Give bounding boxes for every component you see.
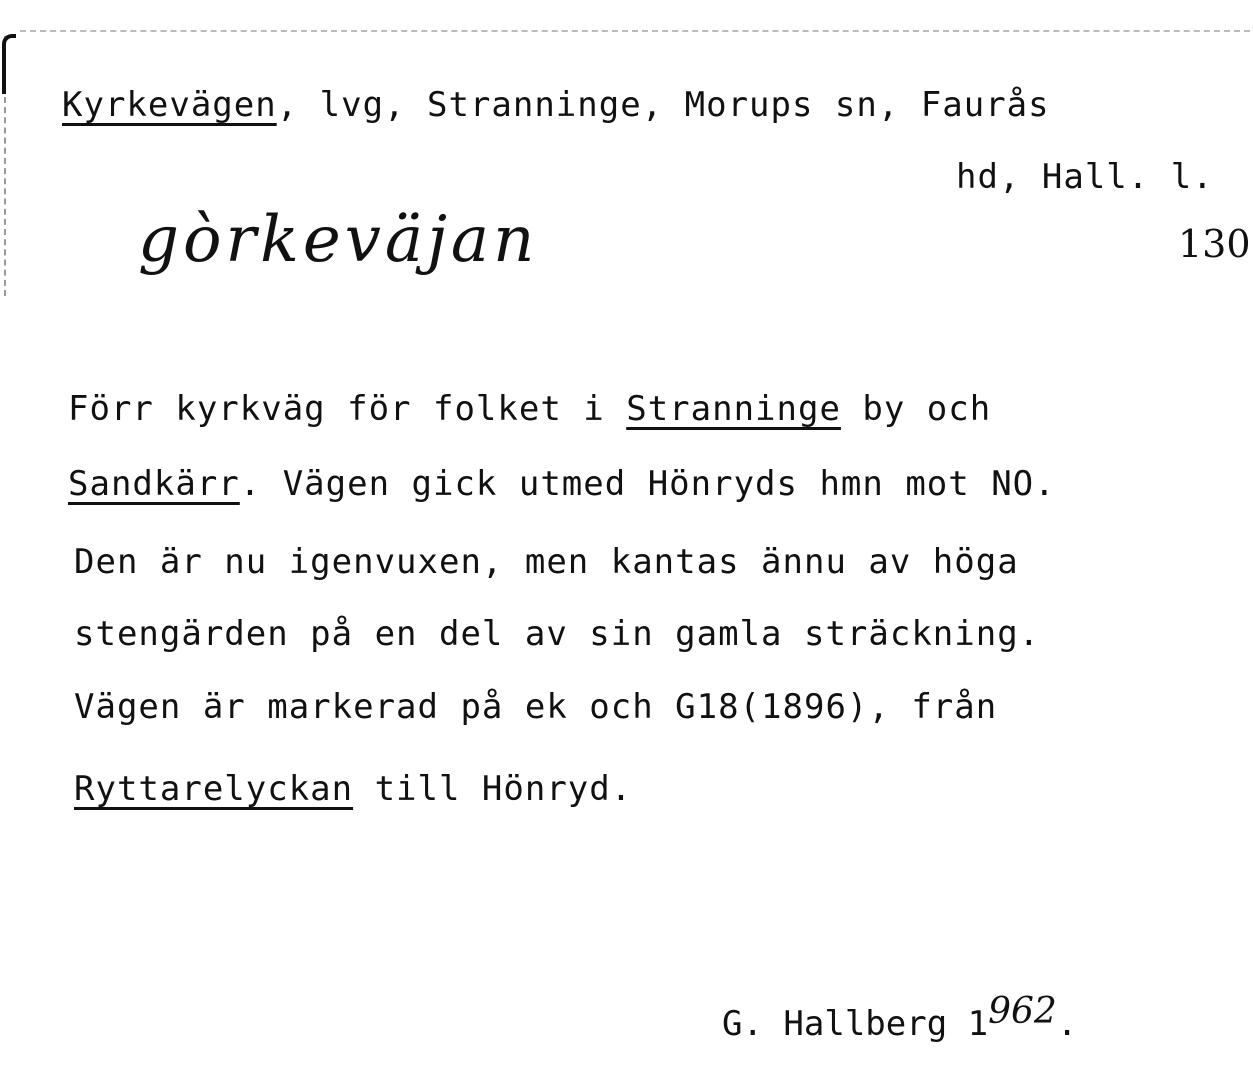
- body-text: Förr kyrkväg för folket i: [68, 389, 627, 429]
- place-ryttarelyckan: Ryttarelyckan: [74, 769, 354, 809]
- body-text: till Hönryd.: [353, 769, 633, 809]
- body-text: . Vägen gick utmed Hönryds hmn mot NO.: [239, 464, 1056, 504]
- card-number: 130: [1178, 222, 1251, 266]
- place-details: , lvg, Stranninge, Morups sn, Faurås: [276, 85, 1050, 125]
- body-line-4: stengärden på en del av sin gamla sträckning.: [74, 614, 1041, 654]
- village-stranninge: Stranninge: [626, 389, 841, 429]
- signature-end: .: [1056, 1004, 1078, 1044]
- header-line-1: [62, 85, 1050, 125]
- body-line-5: Vägen är markerad på ek och G18(1896), från: [74, 687, 998, 727]
- card-top-edge: [20, 30, 1250, 32]
- body-line-3: Den är nu igenvuxen, men kantas ännu av höga: [74, 542, 1019, 582]
- corner-mark: [2, 34, 16, 94]
- phonetic-transcription: gòrkeväjan: [138, 203, 539, 277]
- body-line-6: [74, 769, 633, 809]
- body-text: by och: [840, 389, 992, 429]
- author-name: G. Hallberg 1: [722, 1004, 989, 1044]
- body-line-1: [68, 389, 992, 429]
- header-line-2: hd, Hall. l.: [956, 157, 1214, 197]
- body-line-2: [68, 464, 1056, 504]
- signature: [722, 991, 1078, 1044]
- village-sandkarr: Sandkärr: [68, 464, 240, 504]
- year-handwritten: 962: [988, 991, 1057, 1032]
- place-name: Kyrkevägen: [62, 85, 277, 125]
